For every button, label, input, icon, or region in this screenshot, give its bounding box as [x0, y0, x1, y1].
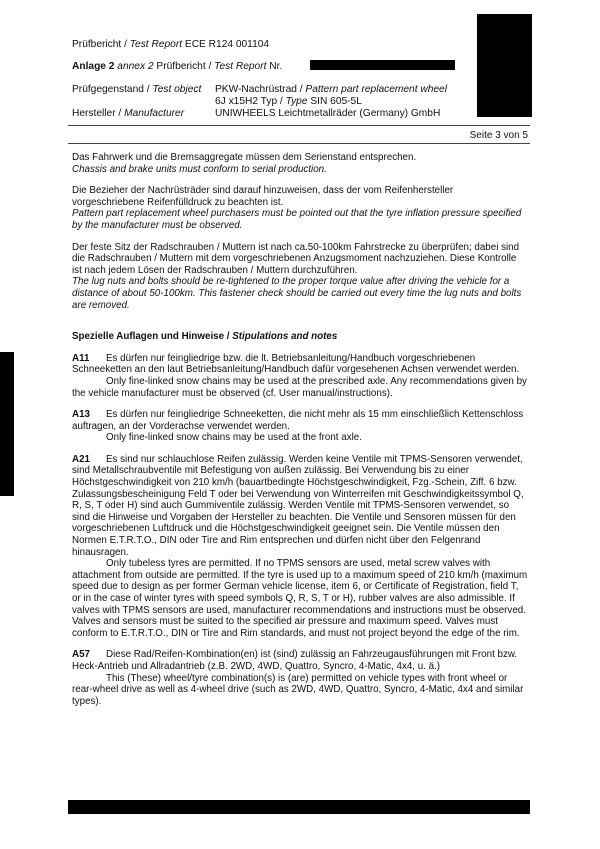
paragraph-lug-nuts: Der feste Sitz der Radschrauben / Muttern ist nach ca.50-100km Fahrstrecke zu überprüfen; dabei sind die Radschrauben / Muttern mit dem vorgeschriebenen Anzugsmoment nachzuziehen. Diese Kontrolle ist nach jedem Lösen der Radschrauben / Muttern durchzuführen. The lug nuts and bolts should be re-tightened to the proper torque value after driving the vehicle for a distance of about 50-100km. This fastener check should be carried out every time the lug nuts and bolts are removed.: [72, 241, 522, 311]
stipulation-a11: A11 Es dürfen nur feingliedrige bzw. die lt. Betriebsanleitung/Handbuch vorgeschriebenen Schneeketten an den laut Betriebsanleitung/Handbuch dafür vorgesehenen Achsen verwendet werden. Only fine-linked snow chains may be used at the prescribed axle. Any recommendations given by the vehicle manufacturer must be observed (cf. User manual/instructions).: [72, 352, 527, 399]
object-table: Prüfgegenstand / Test object PKW-Nachrüstrad / Pattern part replacement wheel 6J x15H2 Typ / Type SIN 605-5L Hersteller / Manufacturer UNIWHEELS Leichtmetallräder (Germany) GmbH: [72, 84, 447, 119]
redaction-bar-left-margin: [0, 352, 14, 496]
body-text: [72, 152, 528, 717]
report-title: Prüfbericht / Test Report ECE R124 001104: [72, 39, 270, 50]
paragraph-chassis: Das Fahrwerk und die Bremsaggregate müssen dem Serienstand entsprechen. Chassis and brake units must conform to serial production.: [72, 152, 417, 175]
stipulation-a21: A21 Es sind nur schlauchlose Reifen zulässig. Werden keine Ventile mit TPMS-Sensoren verwendet, sind Metallschraubventile mit Befestigung von außen zulässig. Bei Verwendung bis zu einer Höchstgeschwindigkeit von 210 km/h (bauartbedingte Höchstgeschwindigkeit, Fzg.-Schein, Ziff. 6 bzw. Zulassungsbescheinigung Feld T oder bei Verwendung von Winterreifen mit Geschwindigkeitssymbol Q, R, S, T oder H) sind auch Gummiventile zulässig. Werden Ventile mit TPMS-Sensoren verwendet, so sind die Hinweise und Vorgaben der Hersteller zu beachten. Die Ventile und Sensoren müssen für den vorgeschriebenen Luftdruck und die Höchstgeschwindigkeit geeignet sein. Die Ventile müssen den Normen E.T.R.T.O., DIN oder Tire and Rim entsprechen und dürfen nicht über den Felgenrand hinausragen. Only tubeless tyres are permitted. If no TPMS sensors are used, metal screw valves with attachment from outside are permitted. If the tyre is used up to a maximum speed of 210 km/h (maximum speed due to design as per former German vehicle license, item 6, or Certificate of Registration, field T, or in the case of winter tyres with speed symbols Q, R, S, T or H), rubber valves are also admissible. If valves with TPMS sensors are used, manufacturer recommendations and instructions must be observed. Valves and sensors must be suited to the specified air pressure and maximum speed. Valves must conform to E.T.R.T.O., DIN or Tire and Rim standards, and must not project beyond the edge of the rim.: [72, 453, 528, 639]
section-title: Spezielle Auflagen und Hinweise / Stipulations and notes: [72, 331, 338, 343]
stipulation-a13: A13 Es dürfen nur feingliedrige Schneeketten, die nicht mehr als 15 mm einschließlich Kettenschloss auftragen, an der Vorderachse verwendet werden. Only fine-linked snow chains may be used at the front axle.: [72, 409, 524, 444]
redaction-footer-bar: [68, 800, 530, 814]
header-divider: [68, 125, 530, 126]
annex-title: Anlage 2 annex 2 Prüfbericht / Test Report Nr.: [72, 61, 283, 72]
redaction-block-report-number: [310, 60, 455, 70]
paragraph-tyre-pressure: Die Bezieher der Nachrüsträder sind darauf hinzuweisen, dass der vom Reifenhersteller vorgeschriebene Reifenfülldruck zu beachten ist. Pattern part replacement wheel purchasers must be pointed out that the tyre inflation pressure specified by the manufacturer must be observed.: [72, 185, 522, 231]
stipulation-a57: A57 Diese Rad/Reifen-Kombination(en) ist (sind) zulässig an Fahrzeugausführungen mit Front bzw. Heck-Antrieb und Allradantrieb (z.B. 2WD, 4WD, Quattro, Syncro, 4-Matic, 4x4, u. ä.) This (These) wheel/tyre combination(s) is (are) permitted on vehicle types with front wheel or rear-wheel drive as well as 4-wheel drive (such as 2WD, 4WD, Quattro, Syncro, 4-Matic, 4x4 and similar types).: [72, 649, 524, 707]
header-divider-lower: [68, 143, 530, 144]
page-number: Seite 3 von 5: [469, 130, 528, 141]
